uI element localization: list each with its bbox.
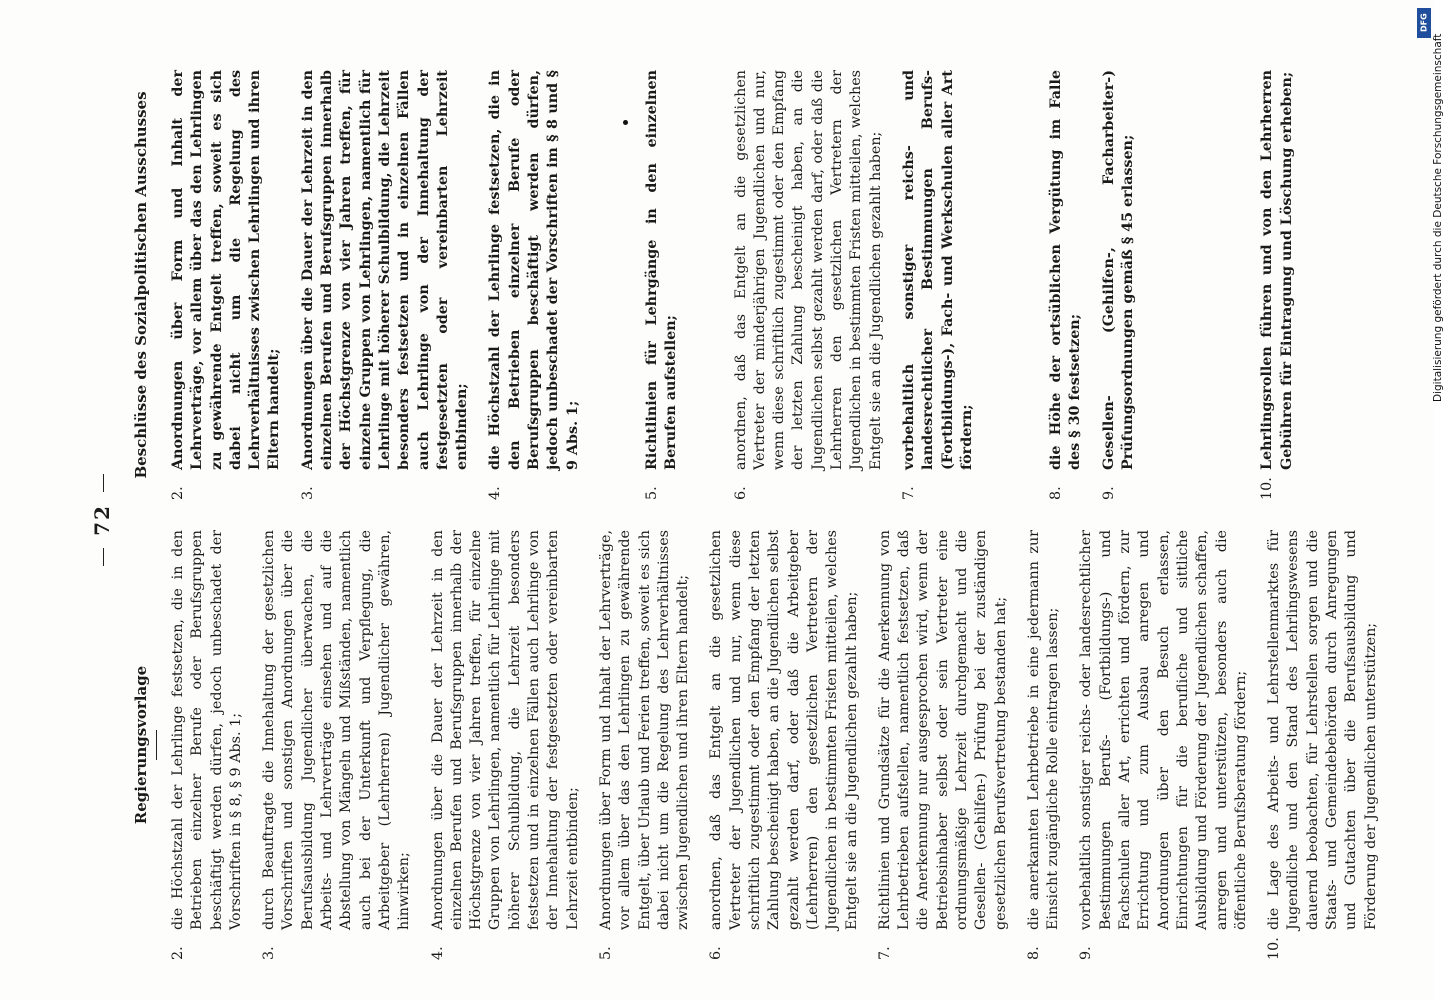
left-item-9 xyxy=(1077,530,1251,960)
item-number: 8. xyxy=(1048,486,1065,500)
item-number: 4. xyxy=(429,946,446,960)
item-text: vorbehaltlich sonstiger reichs- oder landesrechtlicher Bestimmungen Berufs- (Fortbildungs-) und Fachschulen aller Art, errichten und fördern, zur Errichtung und zum Ausbau anregen und Anordnungen über den Besuch erlassen, Einrichtungen für die berufliche und sittliche Ausbildung und Förderung der Jugendlichen schaffen, anregen und unterstützen, besonders auch die öffentliche Berufsberatung fördern; xyxy=(1078,530,1249,930)
left-item-10 xyxy=(1265,530,1381,960)
right-item-4 xyxy=(486,70,582,500)
page-number: 72 xyxy=(90,504,114,536)
item-text: Anordnungen über die Dauer der Lehrzeit in den einzelnen Berufen und Berufsgruppen innerhalb der Höchstgrenze von vier Jahren treffen, für einzelne Gruppen von Lehrlingen, namentlich für Lehrlinge mit höherer Schulbildung, die Lehrzeit besonders festsetzen und in einzelnen Fällen auch Lehrlinge von der Innehaltung der festgesetzten oder vereinbarten Lehrzeit entbinden; xyxy=(299,70,471,470)
item-text: die Höchstzahl der Lehrlinge festsetzen, die in den Betrieben einzelner Berufe oder Berufsgruppen beschäftigt werden dürfen, jedoch unbeschadet der Vorschriften im § 8 und § 9 Abs. 1; xyxy=(487,70,581,470)
left-item-4 xyxy=(429,530,583,960)
left-item-2 xyxy=(169,530,246,960)
right-item-5 xyxy=(643,70,682,500)
left-column xyxy=(130,530,1395,960)
dfg-logo: DFG xyxy=(1417,8,1431,38)
right-item-8 xyxy=(1047,70,1086,500)
right-item-7 xyxy=(900,70,977,500)
credit-text: Digitalisierung gefördert durch die Deutsche Forschungsgemeinschaft xyxy=(1432,33,1444,402)
item-text: die Höhe der ortsüblichen Vergütung im Falle des § 30 festsetzen; xyxy=(1048,70,1084,470)
item-text: anordnen, daß das Entgelt an die gesetzlichen Vertreter der Jugendlichen und nur, wenn diese schriftlich zugestimmt oder den Empfang der letzten Zahlung bescheinigt haben, an die Jugendlichen selbst gezahlt werden darf, oder daß die Arbeitgeber (Lehrherren) den gesetzlichen Vertretern der Jugendlichen in bestimmten Fristen mitteilen, welches Entgelt sie an die Jugendlichen gezahlt haben; xyxy=(708,530,860,930)
item-text: Richtlinien und Grundsätze für die Anerkennung von Lehrbetrieben aufstellen, namentlich festsetzen, daß die Anerkennung nur ausgesprochen wird, wenn der Betriebsinhaber selbst oder sein Vertreter eine ordnungsmäßige Lehrzeit durchgemacht und die Gesellen- (Gehilfen-) Prüfung bei der zuständigen gesetzlichen Berufsvertretung bestanden hat; xyxy=(876,530,1009,930)
right-item-3 xyxy=(299,70,473,500)
item-number: 5. xyxy=(643,486,660,500)
item-number: 9. xyxy=(1100,486,1117,500)
right-item-6 xyxy=(732,70,886,500)
item-number: 9. xyxy=(1078,946,1095,960)
rotated-document xyxy=(90,70,1379,960)
item-number: 5. xyxy=(597,946,614,960)
heading-rule-left xyxy=(156,730,157,760)
ink-speck xyxy=(623,120,628,125)
item-text: Richtlinien für Lehrgänge in den einzelnen Berufen aufstellen; xyxy=(643,70,680,470)
item-number: 7. xyxy=(876,946,893,960)
left-item-3 xyxy=(260,530,414,960)
item-text: vorbehaltlich sonstiger reichs- und landesrechtlicher Bestimmungen Berufs- (Fortbildungs-), Fach- und Werkschulen aller Art fördern; xyxy=(900,70,975,470)
credit-strip xyxy=(1410,10,1444,990)
item-number: 3. xyxy=(299,486,316,500)
left-item-8 xyxy=(1025,530,1064,960)
item-text: anordnen, daß das Entgelt an die gesetzlichen Vertreter der minderjährigen Jugendlichen und nur, wenn diese schriftlich zugestimmt oder den Empfang der letzten Zahlung bescheinigt haben, an die Jugendlichen selbst gezahlt werden darf, oder daß die Lehrherren den gesetzlichen Vertretern der Jugendlichen in bestimmten Fristen mitteilen, welches Entgelt sie an die Jugendlichen gezahlt haben; xyxy=(732,70,884,470)
right-column-heading: Beschlüsse des Sozialpolitischen Ausschusses xyxy=(132,91,150,479)
item-number: 7. xyxy=(900,486,917,500)
item-text: die Lage des Arbeits- und Lehrstellenmarktes für Jugendliche und den Stand des Lehrlingswesens dauernd beobachten, für Lehrstellen sorgen und die Staats- und Gemeindebehörden durch Anregungen und Gutachten über die Berufsausbildung und Förderung der Jugendlichen unterstützen; xyxy=(1266,530,1379,930)
item-text: Anordnungen über Form und Inhalt der Lehrverträge, vor allem über das den Lehrlingen zu gewährende Entgelt, über Urlaub und Ferien treffen, soweit es sich dabei nicht um die Regelung des Lehrverhältnisses zwischen Jugendlichen und ihren Eltern handelt; xyxy=(597,530,692,930)
right-item-10 xyxy=(1258,70,1297,500)
item-text: Anordnungen über die Dauer der Lehrzeit in den einzelnen Berufen und Berufsgruppen innerhalb der Höchstgrenze von vier Jahren treffen, für einzelne Gruppen von Lehrlingen, namentlich für Lehrlinge mit höherer Schulbildung, die Lehrzeit besonders festsetzen und in einzelnen Fällen auch Lehrlinge von der Innehaltung der festgesetzten oder vereinbarten Lehrzeit entbinden; xyxy=(429,530,581,930)
item-number: 6. xyxy=(708,946,725,960)
item-number: 3. xyxy=(261,946,278,960)
item-text: Lehrlingsrollen führen und von den Lehrherren Gebühren für Eintragung und Löschung erheben; xyxy=(1259,70,1295,470)
item-number: 10. xyxy=(1266,937,1283,960)
item-number: 2. xyxy=(170,946,186,960)
right-item-9 xyxy=(1100,70,1139,500)
item-number: 8. xyxy=(1025,946,1042,960)
item-text: die anerkannten Lehrbetriebe in eine jedermann zur Einsicht zugängliche Rolle eintragen lassen; xyxy=(1025,530,1062,930)
item-number: 10. xyxy=(1259,477,1276,500)
left-column-heading: Regierungsvorlage xyxy=(132,665,150,825)
item-number: 6. xyxy=(732,486,749,500)
item-text: die Höchstzahl der Lehrlinge festsetzen, die in den Betrieben einzelner Berufe oder Berufsgruppen beschäftigt werden dürfen, jedoch unbeschadet der Vorschriften in § 8, § 9 Abs. 1; xyxy=(170,530,244,930)
right-item-2 xyxy=(169,70,285,500)
right-column xyxy=(130,70,1311,500)
page-number-line xyxy=(90,80,126,960)
item-number: 2. xyxy=(170,486,186,500)
left-item-6 xyxy=(707,530,861,960)
item-number: 4. xyxy=(487,486,504,500)
left-item-5 xyxy=(597,530,693,960)
dash-right xyxy=(103,474,104,492)
item-text: durch Beauftragte die Innehaltung der gesetzlichen Vorschriften und sonstigen Anordnungen über die Berufsausbildung Jugendlicher überwachen, die Arbeits- und Lehrverträge einsehen und auf die Abstellung von Mängeln und Mißständen, namentlich auch bei der Unterkunft und Verpflegung, die Arbeitgeber (Lehrherren) Jugendlicher gewähren, hinwirken; xyxy=(261,530,413,930)
left-item-7 xyxy=(876,530,1011,960)
item-text: Anordnungen über Form und Inhalt der Lehrverträge, vor allem über das den Lehrlingen zu gewährende Entgelt treffen, soweit es sich dabei nicht um die Regelung des Lehrverhältnisses zwischen Lehrlingen und ihren Eltern handelt; xyxy=(170,70,283,470)
item-text: Gesellen- (Gehilfen-, Facharbeiter-) Prüfungsordnungen gemäß § 45 erlassen; xyxy=(1100,70,1136,470)
dash-left xyxy=(103,548,104,566)
